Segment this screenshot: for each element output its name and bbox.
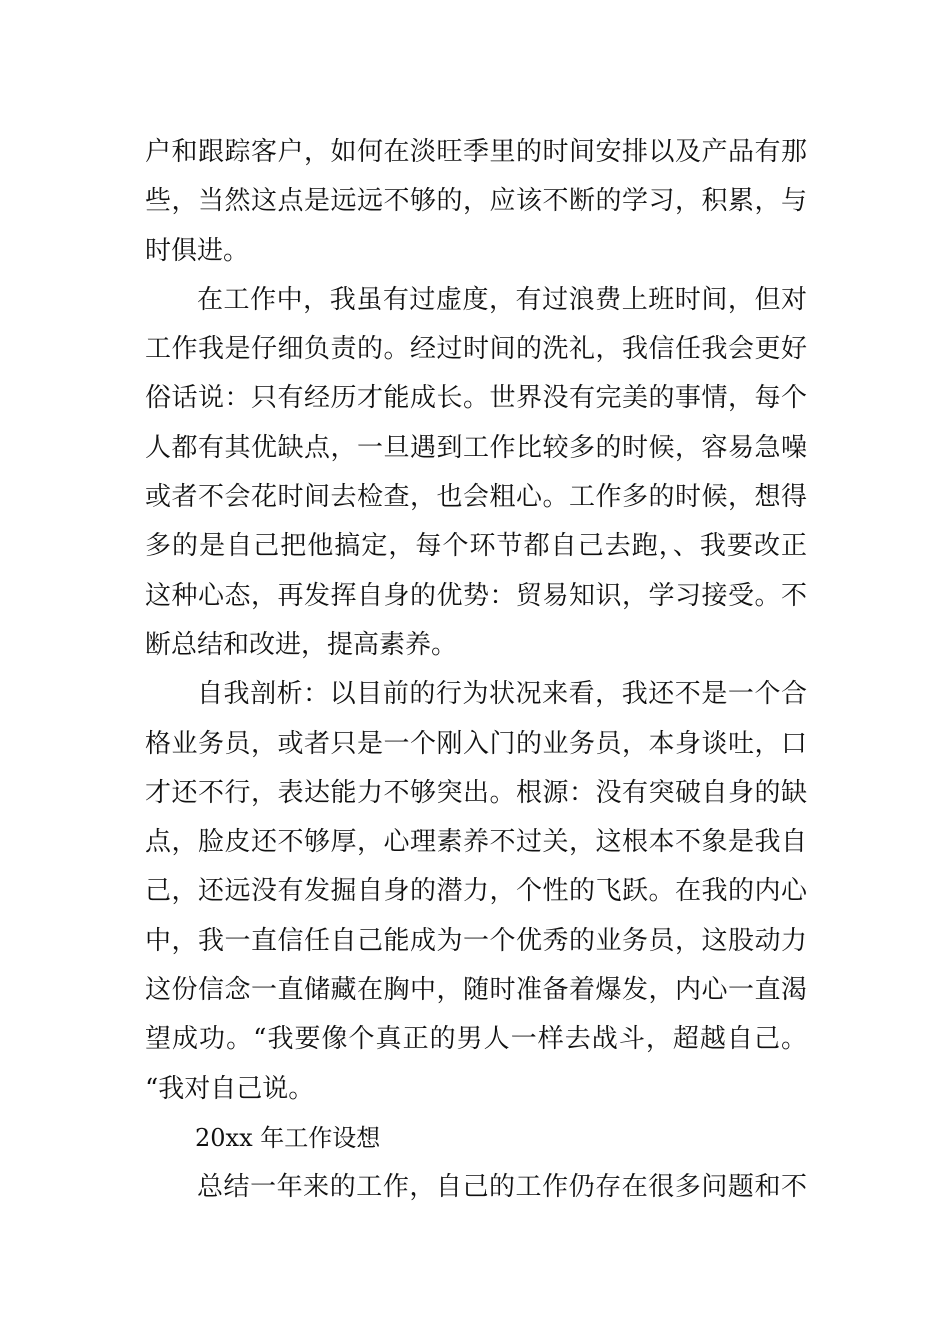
paragraph-2-line-2: 工作我是仔细负责的。经过时间的洗礼，我信任我会更好	[145, 334, 807, 365]
paragraph-2-line-8: 断总结和改进，提高素养。	[145, 629, 458, 660]
paragraph-4-line-1: 总结一年来的工作，自己的工作仍存在很多问题和不	[197, 1172, 807, 1203]
paragraph-3-line-2: 格业务员，或者只是一个刚入门的业务员，本身谈吐，口	[145, 728, 807, 759]
paragraph-3-line-9: “我对自己说。	[145, 1073, 315, 1104]
paragraph-1-line-1: 户和跟踪客户，如何在淡旺季里的时间安排以及产品有那	[145, 137, 807, 167]
paragraph-1-line-3: 时俱进。	[145, 235, 250, 266]
paragraph-3-line-4: 点，脸皮还不够厚，心理素养不过关，这根本不象是我自	[145, 827, 807, 858]
paragraph-3-line-3: 才还不行，表达能力不够突出。根源：没有突破自身的缺	[145, 777, 807, 808]
paragraph-2-line-6: 多的是自己把他搞定，每个环节都自己去跑，、我要改正	[145, 531, 807, 562]
section-heading: 20xx 年工作设想	[195, 1123, 381, 1152]
paragraph-2-line-4: 人都有其优缺点，一旦遇到工作比较多的时候，容易急噪	[145, 432, 807, 463]
paragraph-2-line-5: 或者不会花时间去检查，也会粗心。工作多的时候，想得	[145, 482, 807, 513]
paragraph-2-line-7: 这种心态，再发挥自身的优势：贸易知识，学习接受。不	[145, 580, 807, 611]
paragraph-3-line-6: 中，我一直信任自己能成为一个优秀的业务员，这股动力	[145, 925, 807, 956]
document-body	[145, 128, 807, 1213]
paragraph-2-line-1: 在工作中，我虽有过虚度，有过浪费上班时间，但对	[197, 284, 807, 315]
paragraph-3-line-8: 望成功。“我要像个真正的男人一样去战斗，超越自己。	[145, 1024, 807, 1055]
paragraph-3-line-1: 自我剖析：以目前的行为状况来看，我还不是一个合	[197, 679, 807, 710]
paragraph-2-line-3: 俗话说：只有经历才能成长。世界没有完美的事情，每个	[145, 383, 807, 414]
paragraph-3-line-7: 这份信念一直储藏在胸中，随时准备着爆发，内心一直渴	[145, 975, 807, 1006]
paragraph-3-line-5: 己，还远没有发掘自身的潜力，个性的飞跃。在我的内心	[145, 876, 807, 907]
paragraph-1-line-2: 些，当然这点是远远不够的，应该不断的学习，积累，与	[145, 186, 807, 217]
